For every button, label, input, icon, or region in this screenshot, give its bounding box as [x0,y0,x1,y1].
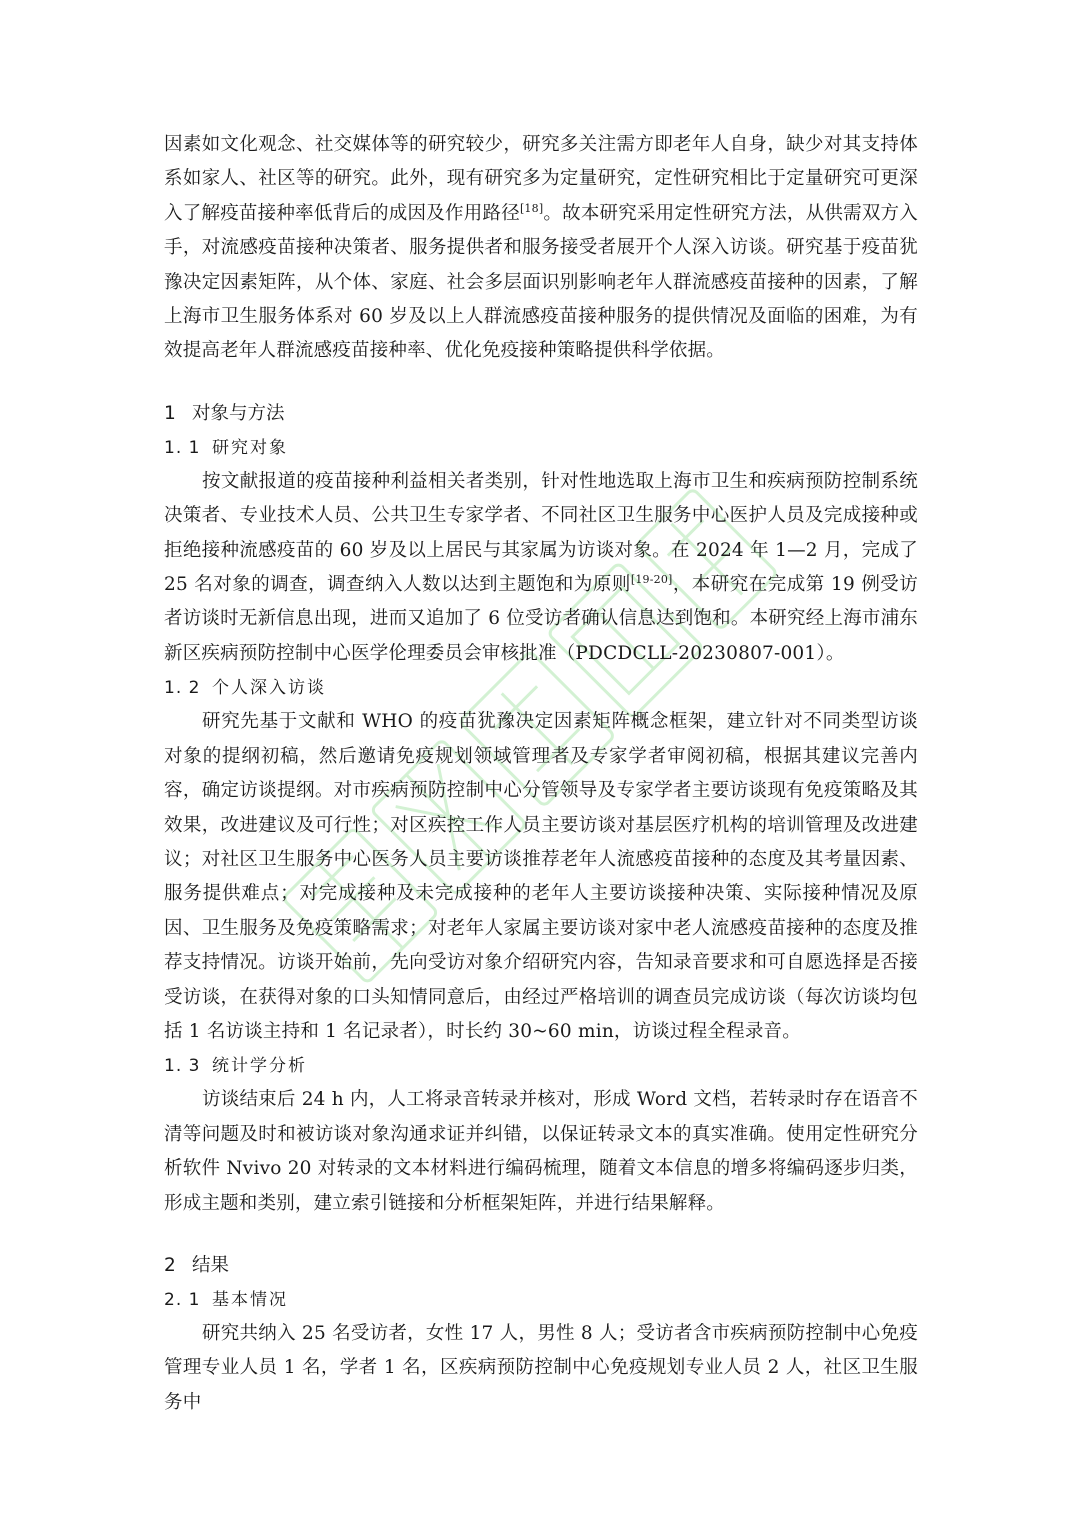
subsection-heading [164,1049,918,1083]
article-body [164,128,918,1420]
subsection-heading [164,671,918,705]
subsection-title: 个人深入访谈 [212,678,326,699]
body-text: 按文献报道的疫苗接种利益相关者类别，针对性地选取上海市卫生和疾病预防控制系统决策者、专业技术人员、公共卫生专家学者、不同社区卫生服务中心医护人员及完成接种或拒绝接种流感疫苗的 60 岁及以上居民与其家属为访谈对象。在 2024 年 1—2 月，完成了 25 名对象的调查，调查纳入人数以达到主题饱和为原则 [164,470,918,596]
body-text-cont: ，本研究在完成第 19 例受访者访谈时无新信息出现，进而又追加了 6 位受访者确认信息达到饱和。本研究经上海市浦东新区疾病预防控制中心医学伦理委员会审核批准（PDCDCLL-20230807-001）。 [164,574,918,664]
body-paragraph: 访谈结束后 24 h 内，人工将录音转录并核对，形成 Word 文档，若转录时存在语音不清等问题及时和被访谈对象沟通求证并纠错，以保证转录文本的真实准确。使用定性研究分析软件 Nvivo 20 对转录的文本材料进行编码梳理，随着文本信息的增多将编码逐步归类，形成主题和类别，建立索引链接和分析框架矩阵，并进行结果解释。 [164,1089,918,1214]
section-title: 对象与方法 [192,402,285,424]
subsection-number: 2. 1 [164,1289,201,1310]
subsection-title: 统计学分析 [212,1056,307,1077]
citation-ref: [19-20] [630,572,673,586]
subsection-number: 1. 2 [164,678,201,699]
body-paragraph: 研究先基于文献和 WHO 的疫苗犹豫决定因素矩阵概念框架，建立针对不同类型访谈对象的提纲初稿，然后邀请免疫规划领域管理者及专家学者审阅初稿，根据其建议完善内容，确定访谈提纲。对市疾病预防控制中心分管领导及专家学者主要访谈现有免疫策略及其效果，改进建议及可行性；对区疾控工作人员主要访谈对基层医疗机构的培训管理及改进建议；对社区卫生服务中心医务人员主要访谈推荐老年人流感疫苗接种的态度及其考量因素、服务提供难点；对完成接种及未完成接种的老年人主要访谈接种决策、实际接种情况及原因、卫生服务及免疫策略需求；对老年人家属主要访谈对家中老人流感疫苗接种的态度及推荐支持情况。访谈开始前，先向受访对象介绍研究内容，告知录音要求和可自愿选择是否接受访谈，在获得对象的口头知情同意后，由经过严格培训的调查员完成访谈（每次访谈均包括 1 名访谈主持和 1 名记录者），时长约 30~60 min，访谈过程全程录音。 [164,711,918,1042]
intro-text: 因素如文化观念、社交媒体等的研究较少，研究多关注需方即老年人自身，缺少对其支持体系如家人、社区等的研究。此外，现有研究多为定量研究，定性研究相比于定量研究可更深入了解疫苗接种率低背后的成因及作用路径 [164,134,918,224]
section-number: 2 [164,1254,176,1276]
subsection-title: 研究对象 [212,437,288,458]
subsection-title: 基本情况 [212,1289,288,1310]
subsection-number: 1. 3 [164,1056,201,1077]
section-title: 结果 [192,1254,230,1276]
subsection-number: 1. 1 [164,437,201,458]
intro-text-cont: 。故本研究采用定性研究方法，从供需双方入手，对流感疫苗接种决策者、服务提供者和服务接受者展开个人深入访谈。研究基于疫苗犹豫决定因素矩阵，从个体、家庭、社会多层面识别影响老年人群流感疫苗接种的因素，了解上海市卫生服务体系对 60 岁及以上人群流感疫苗接种服务的提供情况及面临的困难，为有效提高老年人群流感疫苗接种率、优化免疫接种策略提供科学依据。 [164,202,918,362]
body-paragraph [164,465,918,671]
section-heading [164,1249,918,1283]
subsection-heading [164,431,918,465]
subsection-heading [164,1283,918,1317]
intro-paragraph [164,128,918,369]
citation-ref: [18] [519,201,544,215]
body-paragraph: 研究共纳入 25 名受访者，女性 17 人，男性 8 人；受访者含市疾病预防控制中心免疫管理专业人员 1 名，学者 1 名，区疾病预防控制中心免疫规划专业人员 2 人，社区卫生服务中 [164,1322,918,1413]
section-number: 1 [164,402,176,424]
section-heading [164,397,918,431]
